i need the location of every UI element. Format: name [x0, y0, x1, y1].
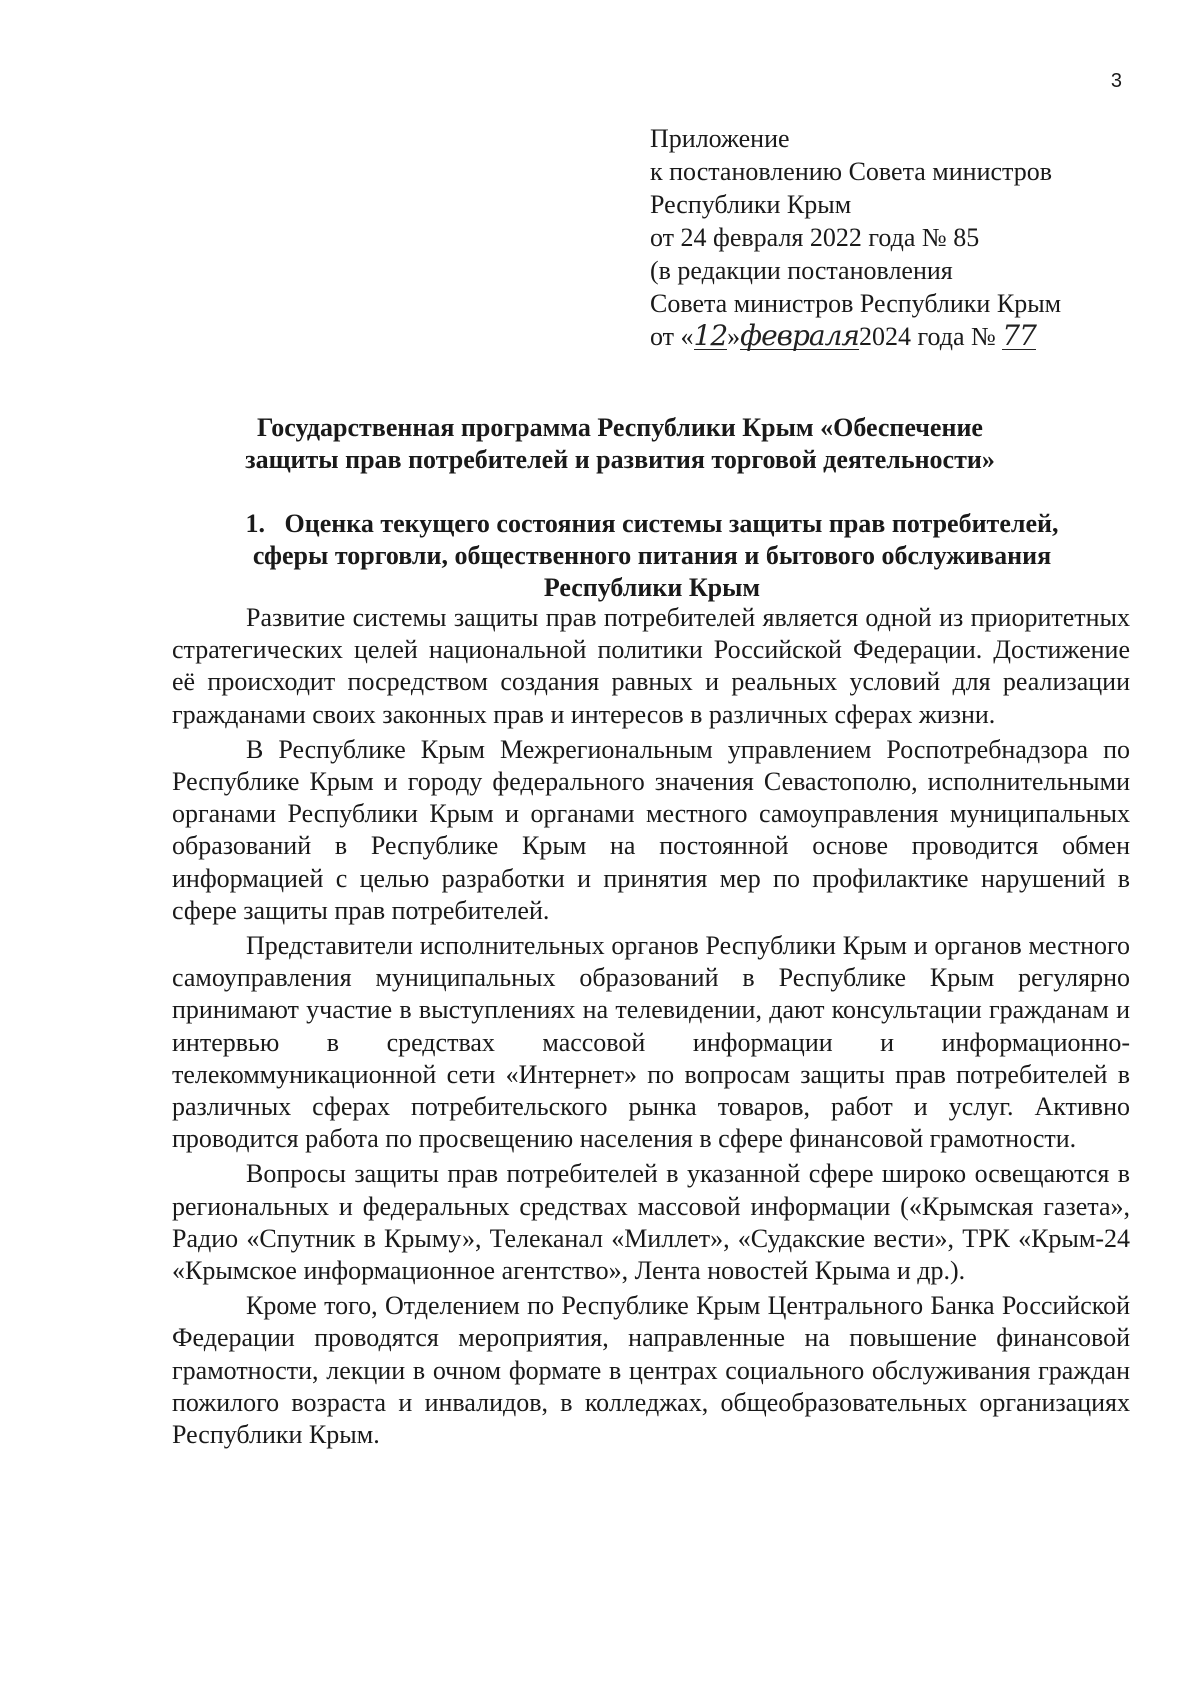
paragraph: Представители исполнительных органов Республики Крым и органов местного самоуправления муниципальных образований в Республике Крым регулярно принимают участие в выступлениях на телевидении, дают консультации гражданам и интервью в средствах массовой информации и информационно-телекоммуникационной сети «Интернет» по вопросам защиты прав потребителей в различных сферах потребительского рынка товаров, работ и услуг. Активно проводится работа по просвещению населения в сфере финансовой грамотности.	[172, 931, 1130, 1154]
approval-line: (в редакции постановления	[650, 256, 953, 285]
paragraph: В Республике Крым Межрегиональным управлением Роспотребнадзора по Республике Крым и городу федерального значения Севастополю, исполнительными органами Республики Крым и органами местного самоуправления муниципальных образований в Республике Крым на постоянной основе проводится обмен информацией с целью разработки и принятия мер по профилактике нарушений в сфере защиты прав потребителей.	[172, 734, 1130, 925]
body-text	[172, 602, 1130, 1454]
approval-line: от 24 февраля 2022 года № 85	[650, 223, 980, 252]
page-number: 3	[1110, 70, 1122, 92]
section-title-line: сферы торговли, общественного питания и бытового обслуживания	[252, 541, 1052, 570]
section-title	[172, 508, 1132, 604]
approval-date-line	[650, 320, 1110, 353]
approval-block	[650, 122, 1110, 353]
approval-line: Совета министров Республики Крым	[650, 289, 1062, 318]
program-title-line: Государственная программа Республики Крым «Обеспечение	[257, 413, 983, 442]
program-title	[160, 412, 1080, 476]
approval-line: к постановлению Совета министров	[650, 157, 1052, 186]
handwritten-day: 12	[693, 319, 728, 352]
date-quote: »	[727, 322, 741, 351]
date-prefix: от «	[650, 322, 694, 351]
program-title-line: защиты прав потребителей и развития торговой деятельности»	[245, 445, 995, 474]
approval-line: Приложение	[650, 124, 790, 153]
handwritten-month: февраля	[740, 319, 859, 352]
paragraph: Вопросы защиты прав потребителей в указанной сфере широко освещаются в региональных и федеральных средствах массовой информации («Крымская газета», Радио «Спутник в Крыму», Телеканал «Миллет», «Судакские вести», ТРК «Крым-24 «Крымское информационное агентство», Лента новостей Крыма и др.).	[172, 1159, 1130, 1286]
approval-line: Республики Крым	[650, 190, 852, 219]
paragraph: Кроме того, Отделением по Республике Крым Центрального Банка Российской Федерации проводятся мероприятия, направленные на повышение финансовой грамотности, лекции в очном формате в центрах социального обслуживания граждан пожилого возраста и инвалидов, в колледжах, общеобразовательных организациях Республики Крым.	[172, 1291, 1130, 1450]
paragraph: Развитие системы защиты прав потребителей является одной из приоритетных стратегических целей национальной политики Российской Федерации. Достижение её происходит посредством создания равных и реальных условий для реализации гражданами своих законных прав и интересов в различных сферах жизни.	[172, 603, 1130, 729]
date-year: 2024 года №	[858, 322, 1003, 351]
section-title-line: Республики Крым	[543, 573, 761, 602]
section-title-line: 1. Оценка текущего состояния системы защиты прав потребителей,	[245, 509, 1059, 538]
handwritten-number: 77	[1002, 319, 1036, 352]
